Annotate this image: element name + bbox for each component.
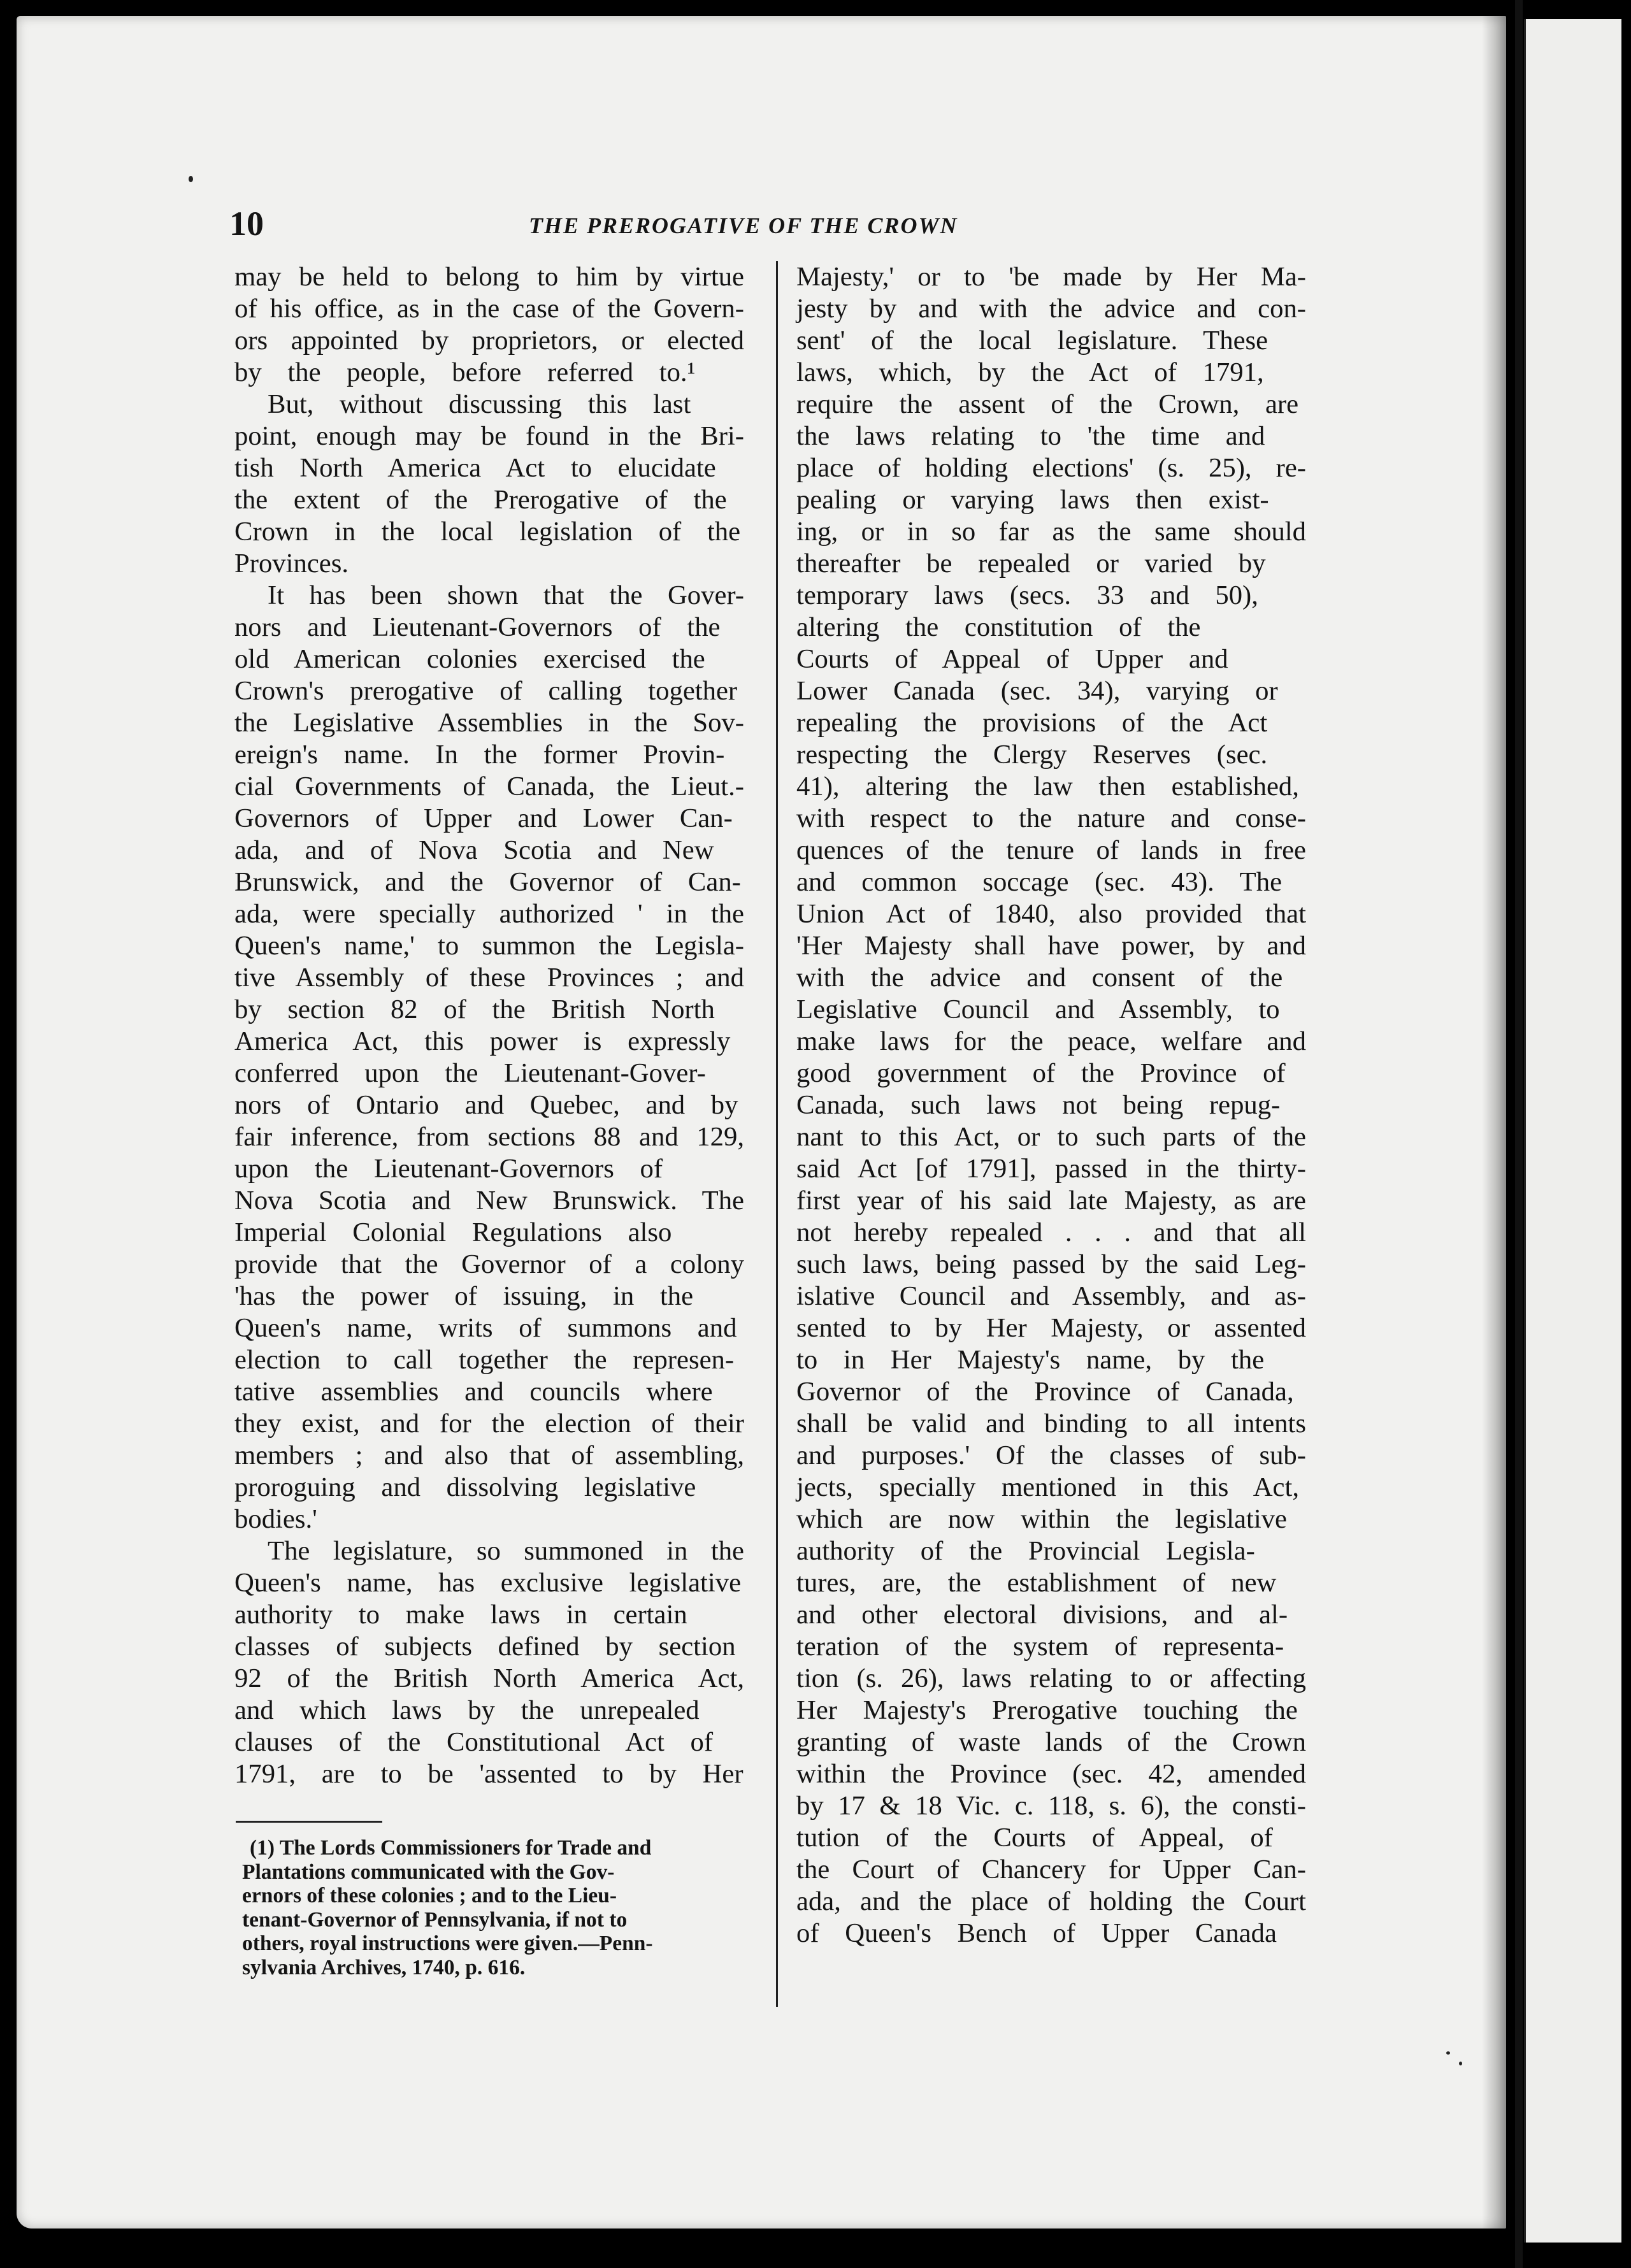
text-line: temporary laws (secs. 33 and 50), bbox=[796, 580, 1258, 610]
text-line: nors and Lieutenant-Governors of the bbox=[234, 612, 721, 642]
text-line: old American colonies exercised the bbox=[234, 644, 705, 674]
text-line: tative assemblies and councils where bbox=[234, 1377, 713, 1407]
next-page-edge bbox=[1524, 19, 1621, 2243]
text-line: repealing the provisions of the Act bbox=[796, 708, 1268, 738]
text-line: to in Her Majesty's name, by the bbox=[796, 1345, 1265, 1375]
text-line: granting of waste lands of the Crown bbox=[796, 1727, 1306, 1757]
left-text-column bbox=[234, 261, 744, 1790]
text-line: first year of his said late Majesty, as are bbox=[796, 1186, 1306, 1216]
text-line: Legislative Council and Assembly, to bbox=[796, 994, 1280, 1024]
text-line: make laws for the peace, welfare and bbox=[796, 1026, 1306, 1056]
text-line: altering the constitution of the bbox=[796, 612, 1201, 642]
text-line: clauses of the Constitutional Act of bbox=[234, 1727, 714, 1757]
text-line: conferred upon the Lieutenant-Gover- bbox=[234, 1058, 706, 1088]
footnote-line: ernors of these colonies ; and to the Lieu- bbox=[242, 1884, 617, 1907]
text-line: It has been shown that the Gover- bbox=[268, 580, 744, 610]
text-line: Union Act of 1840, also provided that bbox=[796, 899, 1306, 929]
text-line: islative Council and Assembly, and as- bbox=[796, 1281, 1306, 1311]
text-line: ereign's name. In the former Provin- bbox=[234, 740, 725, 770]
footnote bbox=[242, 1836, 751, 1979]
scan-speck bbox=[189, 176, 193, 182]
text-line: tution of the Courts of Appeal, of bbox=[796, 1823, 1273, 1853]
text-line: such laws, being passed by the said Leg- bbox=[796, 1249, 1306, 1279]
text-line: the laws relating to 'the time and bbox=[796, 421, 1265, 451]
text-line: ing, or in so far as the same should bbox=[796, 517, 1306, 547]
text-line: provide that the Governor of a colony bbox=[234, 1249, 744, 1279]
text-line: America Act, this power is expressly bbox=[234, 1026, 731, 1056]
text-line: shall be valid and binding to all intents bbox=[796, 1409, 1306, 1439]
text-line: of Queen's Bench of Upper Canada bbox=[796, 1918, 1277, 1948]
text-line: require the assent of the Crown, are bbox=[796, 389, 1299, 419]
footnote-line: tenant-Governor of Pennsylvania, if not to bbox=[242, 1907, 628, 1932]
text-line: upon the Lieutenant-Governors of bbox=[234, 1154, 663, 1184]
text-line: nant to this Act, or to such parts of the bbox=[796, 1122, 1306, 1152]
text-line: members ; and also that of assembling, bbox=[234, 1440, 744, 1470]
text-line: tion (s. 26), laws relating to or affecting bbox=[796, 1663, 1306, 1693]
text-line: Nova Scotia and New Brunswick. The bbox=[234, 1186, 744, 1216]
text-line: jesty by and with the advice and con- bbox=[796, 294, 1306, 324]
scan-speck bbox=[1446, 2051, 1450, 2055]
text-line: fair inference, from sections 88 and 129, bbox=[234, 1122, 744, 1152]
text-line: Courts of Appeal of Upper and bbox=[796, 644, 1228, 674]
text-line: Crown's prerogative of calling together bbox=[234, 676, 738, 706]
text-line: election to call together the represen- bbox=[234, 1345, 735, 1375]
text-line: sented to by Her Majesty, or assented bbox=[796, 1313, 1306, 1343]
text-line: with respect to the nature and conse- bbox=[796, 803, 1306, 833]
text-line: 41), altering the law then established, bbox=[796, 772, 1299, 801]
page-header bbox=[229, 201, 1077, 246]
text-line: teration of the system of representa- bbox=[796, 1632, 1284, 1662]
running-head: THE PREROGATIVE OF THE CROWN bbox=[529, 213, 958, 238]
text-line: Provinces. bbox=[234, 549, 349, 578]
text-line: Queen's name, has exclusive legislative bbox=[234, 1568, 742, 1598]
text-line: place of holding elections' (s. 25), re- bbox=[796, 453, 1306, 483]
scan-speck bbox=[1459, 2062, 1462, 2065]
text-line: cial Governments of Canada, the Lieut.- bbox=[234, 772, 744, 801]
text-line: said Act [of 1791], passed in the thirty- bbox=[796, 1154, 1306, 1184]
text-line: jects, specially mentioned in this Act, bbox=[796, 1472, 1299, 1502]
text-line: 'has the power of issuing, in the bbox=[234, 1281, 694, 1311]
footnote-line: others, royal instructions were given.—Penn- bbox=[242, 1932, 653, 1955]
text-line: sent' of the local legislature. These bbox=[796, 326, 1268, 355]
page-fold-shadow bbox=[1482, 16, 1507, 2229]
text-line: point, enough may be found in the Bri- bbox=[234, 421, 744, 451]
text-line: Governors of Upper and Lower Can- bbox=[234, 803, 733, 833]
text-line: 'Her Majesty shall have power, by and bbox=[796, 931, 1306, 961]
footnote-line: sylvania Archives, 1740, p. 616. bbox=[242, 1955, 526, 1979]
text-line: and purposes.' Of the classes of sub- bbox=[796, 1440, 1306, 1470]
text-line: ors appointed by proprietors, or elected bbox=[234, 326, 744, 355]
text-line: quences of the tenure of lands in free bbox=[796, 835, 1306, 865]
text-line: Brunswick, and the Governor of Can- bbox=[234, 867, 741, 897]
text-line: and which laws by the unrepealed bbox=[234, 1695, 700, 1725]
text-line: and common soccage (sec. 43). The bbox=[796, 867, 1283, 897]
text-line: Her Majesty's Prerogative touching the bbox=[796, 1695, 1298, 1725]
text-line: Queen's name,' to summon the Legisla- bbox=[234, 931, 744, 961]
text-line: the Legislative Assemblies in the Sov- bbox=[234, 708, 744, 738]
column-divider bbox=[776, 261, 778, 2007]
text-line: of his office, as in the case of the Govern- bbox=[234, 294, 744, 324]
text-line: authority to make laws in certain bbox=[234, 1600, 687, 1630]
footnote-line: Plantations communicated with the Gov- bbox=[242, 1860, 615, 1884]
text-line: tures, are, the establishment of new bbox=[796, 1568, 1277, 1598]
text-line: ada, were specially authorized ' in the bbox=[234, 899, 744, 929]
text-line: not hereby repealed . . . and that all bbox=[796, 1217, 1306, 1247]
text-line: the extent of the Prerogative of the bbox=[234, 485, 727, 515]
page-gutter-edge bbox=[1515, 0, 1523, 2268]
text-line: laws, which, by the Act of 1791, bbox=[796, 357, 1264, 387]
text-line: respecting the Clergy Reserves (sec. bbox=[796, 740, 1268, 770]
text-line: by the people, before referred to.¹ bbox=[234, 357, 696, 387]
text-line: authority of the Provincial Legisla- bbox=[796, 1536, 1255, 1566]
text-line: tish North America Act to elucidate bbox=[234, 453, 716, 483]
footnote-line: (1) The Lords Commissioners for Trade and bbox=[250, 1836, 652, 1860]
text-line: pealing or varying laws then exist- bbox=[796, 485, 1269, 515]
text-line: Imperial Colonial Regulations also bbox=[234, 1217, 672, 1247]
text-line: Governor of the Province of Canada, bbox=[796, 1377, 1294, 1407]
text-line: Canada, such laws not being repug- bbox=[796, 1090, 1281, 1120]
text-line: within the Province (sec. 42, amended bbox=[796, 1759, 1306, 1789]
text-line: ada, and the place of holding the Court bbox=[796, 1886, 1306, 1916]
text-line: 92 of the British North America Act, bbox=[234, 1663, 744, 1693]
text-line: good government of the Province of bbox=[796, 1058, 1286, 1088]
text-line: by 17 & 18 Vic. c. 118, s. 6), the consti- bbox=[796, 1791, 1306, 1821]
text-line: the Court of Chancery for Upper Can- bbox=[796, 1855, 1306, 1884]
text-line: bodies.' bbox=[234, 1504, 317, 1534]
page-number: 10 bbox=[229, 205, 264, 243]
text-line: nors of Ontario and Quebec, and by bbox=[234, 1090, 738, 1120]
text-line: thereafter be repealed or varied by bbox=[796, 549, 1266, 578]
text-line: But, without discussing this last bbox=[268, 389, 691, 419]
text-line: by section 82 of the British North bbox=[234, 994, 715, 1024]
text-line: The legislature, so summoned in the bbox=[268, 1536, 744, 1566]
text-line: 1791, are to be 'assented to by Her bbox=[234, 1759, 744, 1789]
text-line: tive Assembly of these Provinces ; and bbox=[234, 963, 744, 993]
text-line: ada, and of Nova Scotia and New bbox=[234, 835, 714, 865]
text-line: and other electoral divisions, and al- bbox=[796, 1600, 1288, 1630]
footnote-rule bbox=[236, 1821, 382, 1823]
text-line: which are now within the legislative bbox=[796, 1504, 1287, 1534]
text-line: proroguing and dissolving legislative bbox=[234, 1472, 696, 1502]
text-line: Queen's name, writs of summons and bbox=[234, 1313, 737, 1343]
text-line: classes of subjects defined by section bbox=[234, 1632, 736, 1662]
text-line: with the advice and consent of the bbox=[796, 963, 1283, 993]
text-line: Crown in the local legislation of the bbox=[234, 517, 741, 547]
text-line: they exist, and for the election of their bbox=[234, 1409, 744, 1439]
text-line: Majesty,' or to 'be made by Her Ma- bbox=[796, 262, 1306, 292]
text-line: Lower Canada (sec. 34), varying or bbox=[796, 676, 1278, 706]
text-line: may be held to belong to him by virtue bbox=[234, 262, 744, 292]
right-text-column bbox=[796, 261, 1306, 1949]
